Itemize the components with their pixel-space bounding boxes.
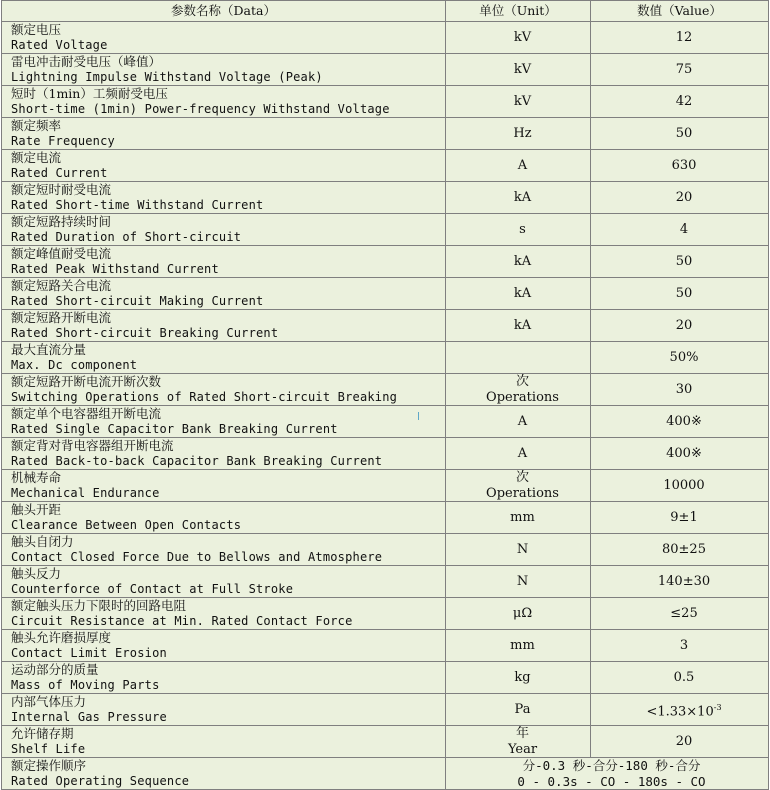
value-cell [591, 54, 769, 86]
value-cell [591, 598, 769, 630]
value-text: 400※ [666, 413, 702, 429]
param-name-en: Rated Peak Withstand Current [11, 261, 219, 276]
value-text: 42 [675, 93, 693, 109]
unit-cell [446, 150, 591, 182]
unit-cell [446, 310, 591, 342]
param-name-en: Shelf Life [11, 741, 86, 756]
param-name-en: Switching Operations of Rated Short-circuit Breaking [11, 389, 398, 404]
param-name-zh: 内部气体压力 [11, 694, 87, 709]
header-row [2, 1, 769, 22]
value-cell [591, 182, 769, 214]
param-cell [2, 438, 446, 470]
table-row [2, 342, 769, 374]
unit-text: 次 [515, 374, 529, 389]
param-name-en: Rated Operating Sequence [11, 773, 190, 788]
param-name-zh: 触头允许磨损厚度 [11, 630, 112, 645]
value-text: 630 [671, 157, 697, 173]
value-text: 50 [675, 125, 693, 141]
param-name-en: Contact Closed Force Due to Bellows and Atmosphere [11, 549, 383, 564]
value-cell [591, 310, 769, 342]
param-cell [2, 470, 446, 502]
param-name-en: Counterforce of Contact at Full Stroke [11, 581, 294, 596]
unit-cell [446, 374, 591, 406]
value-cell [591, 214, 769, 246]
unit-text: 年 [515, 726, 529, 741]
unit-text: kA [513, 285, 532, 301]
param-name-en: Mechanical Endurance [11, 485, 160, 500]
table-row [2, 310, 769, 342]
spec-table [1, 0, 769, 790]
param-name-en: Rated Short-time Withstand Current [11, 197, 264, 212]
param-name-en: Circuit Resistance at Min. Rated Contact Force [11, 613, 353, 628]
value-text: 20 [675, 733, 693, 749]
value-cell [591, 246, 769, 278]
table-row [2, 470, 769, 502]
value-text: 50% [669, 349, 699, 365]
param-name-en: Rated Duration of Short-circuit [11, 229, 242, 244]
unit-cell [446, 118, 591, 150]
value-text: 10000 [663, 477, 705, 493]
value-text: 9±1 [670, 509, 698, 525]
table-row [2, 438, 769, 470]
param-name-en: Max. Dc component [11, 357, 138, 372]
unit-text: mm [510, 637, 535, 653]
table-row [2, 598, 769, 630]
param-name-en: Rated Back-to-back Capacitor Bank Breaking Current [11, 453, 383, 468]
sequence-en: 0 - 0.3s - CO - 180s - CO [517, 773, 706, 789]
param-cell [2, 118, 446, 150]
param-cell [2, 630, 446, 662]
param-name-en: Lightning Impulse Withstand Voltage (Peak) [11, 69, 323, 84]
param-name-en: Short-time (1min) Power-frequency Withstand Voltage [11, 101, 390, 116]
table-row [2, 566, 769, 598]
unit-cell [446, 22, 591, 54]
table-row [2, 406, 769, 438]
param-name-zh: 触头反力 [11, 566, 62, 581]
param-cell [2, 406, 446, 438]
value-text: 140±30 [657, 573, 711, 589]
param-name-zh: 额定电压 [11, 22, 62, 37]
param-name-zh: 短时（1min）工频耐受电压 [11, 86, 168, 101]
param-name-en: Rate Frequency [11, 133, 115, 148]
param-cell [2, 278, 446, 310]
param-name-zh: 机械寿命 [11, 470, 62, 485]
unit-text: A [517, 157, 528, 173]
value-text: 4 [679, 221, 689, 237]
unit-cell [446, 182, 591, 214]
param-cell [2, 214, 446, 246]
value-text: <1.33×10 [646, 703, 714, 719]
param-cell [2, 342, 446, 374]
table-row [2, 246, 769, 278]
param-cell [2, 150, 446, 182]
param-name-zh: 额定频率 [11, 118, 62, 133]
param-name-zh: 额定触头压力下限时的回路电阻 [11, 598, 187, 613]
unit-cell [446, 566, 591, 598]
table-row [2, 214, 769, 246]
value-cell [591, 150, 769, 182]
unit-cell [446, 278, 591, 310]
unit-cell [446, 694, 591, 726]
table-row [2, 630, 769, 662]
cursor-mark [418, 412, 419, 420]
table-row [2, 726, 769, 758]
unit-text: Pa [514, 701, 531, 717]
value-cell [591, 662, 769, 694]
param-name-zh: 额定短路开断电流开断次数 [11, 374, 162, 389]
unit-text: kV [513, 61, 532, 77]
value-cell [591, 534, 769, 566]
value-cell [591, 726, 769, 758]
unit-text: Hz [513, 125, 532, 141]
table-row [2, 22, 769, 54]
param-name-zh: 额定操作顺序 [11, 758, 87, 773]
value-text: 20 [675, 189, 693, 205]
unit-cell [446, 534, 591, 566]
value-cell [591, 566, 769, 598]
param-cell [2, 22, 446, 54]
param-name-en: Rated Voltage [11, 37, 108, 52]
unit-cell [446, 86, 591, 118]
param-cell [2, 534, 446, 566]
table-row [2, 662, 769, 694]
param-cell [2, 726, 446, 758]
table-row [2, 502, 769, 534]
value-cell [591, 438, 769, 470]
table-row [2, 150, 769, 182]
param-cell [2, 694, 446, 726]
param-cell [2, 310, 446, 342]
value-text: 80±25 [662, 541, 706, 557]
param-name-en: Contact Limit Erosion [11, 645, 167, 660]
value-text: ≤25 [670, 605, 698, 621]
unit-text: μΩ [512, 605, 533, 621]
header-value: 数值（Value） [591, 1, 769, 22]
value-text: 20 [675, 317, 693, 333]
unit-text: N [516, 573, 529, 589]
param-name-zh: 运动部分的质量 [11, 662, 99, 677]
param-name-zh: 允许储存期 [11, 726, 74, 741]
value-cell [591, 630, 769, 662]
table-row [2, 374, 769, 406]
param-cell [2, 374, 446, 406]
value-cell [591, 374, 769, 406]
param-name-en: Rated Short-circuit Making Current [11, 293, 264, 308]
param-name-zh: 额定短时耐受电流 [11, 182, 112, 197]
unit-cell [446, 726, 591, 758]
unit-cell [446, 54, 591, 86]
value-text: 30 [675, 381, 693, 397]
param-name-zh: 额定单个电容器组开断电流 [11, 406, 162, 421]
value-cell [591, 278, 769, 310]
param-name-en: Internal Gas Pressure [11, 709, 167, 724]
param-cell [2, 598, 446, 630]
unit-text-en: Operations [486, 389, 559, 405]
header-param: 参数名称（Data） [2, 1, 446, 22]
unit-text: kA [513, 253, 532, 269]
unit-text: kA [513, 317, 532, 333]
param-name-zh: 最大直流分量 [11, 342, 87, 357]
param-cell [2, 662, 446, 694]
unit-text: s [519, 221, 526, 237]
value-cell [591, 406, 769, 438]
param-cell [2, 182, 446, 214]
value-cell [591, 694, 769, 726]
value-text: 400※ [666, 445, 702, 461]
value-cell [591, 86, 769, 118]
unit-text-en: Year [507, 741, 538, 757]
value-text: 50 [675, 285, 693, 301]
unit-cell [446, 246, 591, 278]
unit-text: kV [513, 93, 532, 109]
unit-text: A [517, 445, 528, 461]
table-row [2, 694, 769, 726]
param-name-zh: 额定短路开断电流 [11, 310, 112, 325]
param-name-en: Rated Single Capacitor Bank Breaking Current [11, 421, 338, 436]
value-cell [591, 22, 769, 54]
table-row [2, 86, 769, 118]
value-cell [591, 470, 769, 502]
value-text: 50 [675, 253, 693, 269]
unit-cell [446, 502, 591, 534]
param-name-en: Rated Current [11, 165, 108, 180]
unit-cell [446, 342, 591, 374]
value-cell [591, 118, 769, 150]
value-cell [591, 342, 769, 374]
param-name-zh: 额定峰值耐受电流 [11, 246, 112, 261]
param-name-zh: 额定电流 [11, 150, 62, 165]
param-name-en: Mass of Moving Parts [11, 677, 160, 692]
header-unit: 单位（Unit） [446, 1, 591, 22]
param-cell [2, 502, 446, 534]
unit-text: kV [513, 29, 532, 45]
param-cell [2, 54, 446, 86]
value-text: 3 [679, 637, 689, 653]
unit-text: N [516, 541, 529, 557]
unit-text: A [517, 413, 528, 429]
param-name-zh: 触头开距 [11, 502, 62, 517]
param-name-zh: 额定短路持续时间 [11, 214, 112, 229]
table-row [2, 54, 769, 86]
unit-cell [446, 662, 591, 694]
unit-text: kg [514, 669, 531, 685]
param-name-zh: 额定短路关合电流 [11, 278, 112, 293]
param-name-zh: 雷电冲击耐受电压（峰值） [11, 54, 162, 69]
table-row [2, 182, 769, 214]
unit-text-en: Operations [486, 485, 559, 501]
value-text: 12 [675, 29, 693, 45]
table-row [2, 278, 769, 310]
param-name-zh: 额定背对背电容器组开断电流 [11, 438, 174, 453]
value-text: 0.5 [673, 669, 695, 685]
unit-text: mm [510, 509, 535, 525]
unit-cell [446, 406, 591, 438]
unit-cell [446, 630, 591, 662]
sequence-zh: 分-0.3 秒-合分-180 秒-合分 [522, 758, 701, 773]
table-row [2, 118, 769, 150]
unit-cell [446, 214, 591, 246]
param-cell [2, 86, 446, 118]
table-row [2, 534, 769, 566]
unit-cell [446, 438, 591, 470]
param-cell [2, 246, 446, 278]
param-name-en: Clearance Between Open Contacts [11, 517, 242, 532]
unit-cell [446, 598, 591, 630]
value-exponent: -3 [713, 702, 722, 712]
unit-text: 次 [515, 470, 529, 485]
unit-cell [446, 470, 591, 502]
param-name-en: Rated Short-circuit Breaking Current [11, 325, 279, 340]
param-cell [2, 566, 446, 598]
value-cell [591, 502, 769, 534]
param-name-zh: 触头自闭力 [11, 534, 74, 549]
unit-text: kA [513, 189, 532, 205]
value-text: 75 [675, 61, 693, 77]
